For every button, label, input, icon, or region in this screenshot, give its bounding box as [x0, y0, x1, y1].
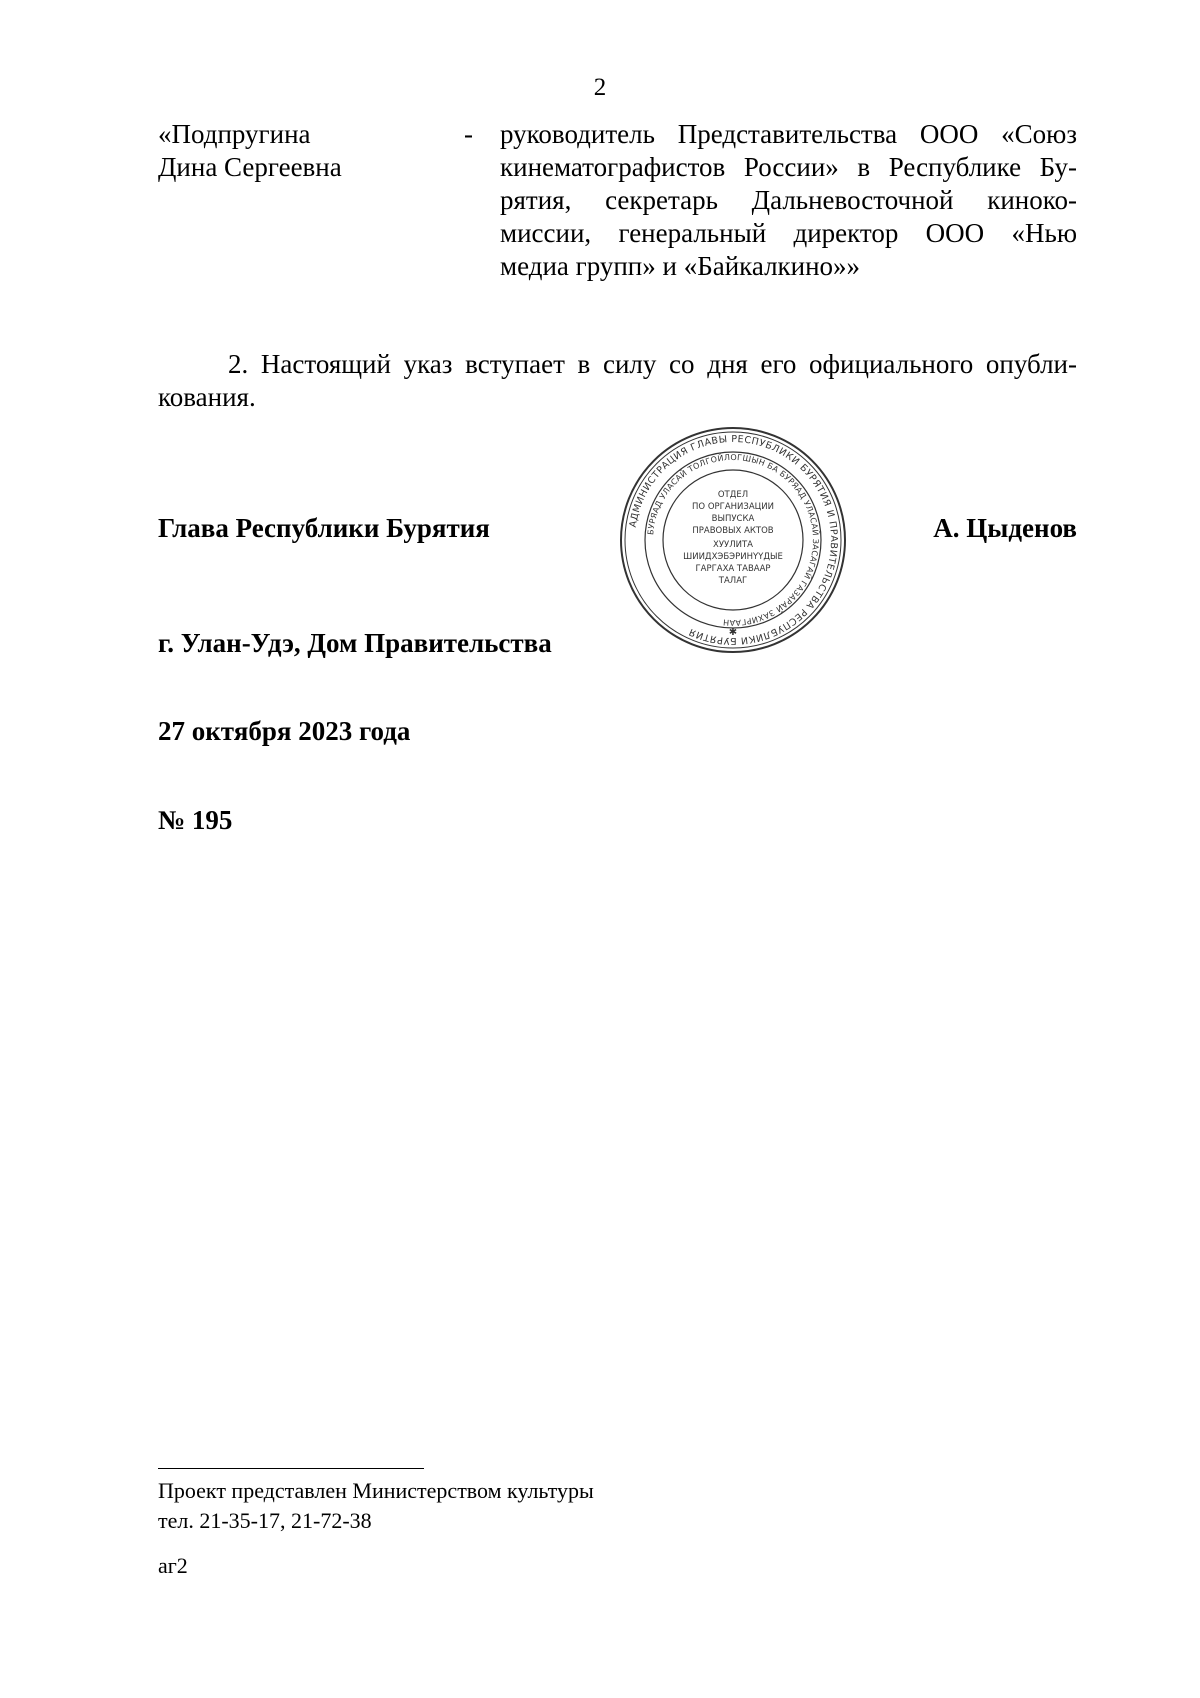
member-description-line: медиа групп» и «Байкалкино»»	[500, 251, 861, 281]
signer-title: Глава Республики Бурятия	[158, 513, 490, 543]
signing-date: 27 октября 2023 года	[158, 716, 411, 746]
decree-number: № 195	[158, 805, 233, 835]
seal-star-icon: ✱	[728, 627, 738, 638]
decree-paragraph	[158, 348, 1077, 414]
seal-center-line: ВЫПУСКА	[711, 514, 755, 524]
member-description	[500, 118, 1077, 283]
member-description-line: руководитель Представительства ООО «Союз	[500, 119, 1077, 149]
seal-center-line: ОТДЕЛ	[717, 490, 749, 500]
paragraph-line: кования.	[158, 382, 256, 412]
member-name-line2: Дина Сергеевна	[158, 152, 342, 182]
footnote	[158, 1476, 594, 1536]
official-seal	[618, 425, 848, 655]
footnote-divider	[158, 1468, 424, 1469]
paragraph-line: 2. Настоящий указ вступает в силу со дня его официального опубли-	[228, 349, 1077, 379]
signer-name: А. Цыденов	[933, 513, 1077, 543]
seal-center-line: ТАЛАГ	[718, 576, 748, 586]
seal-center-line: ХУУЛИТА	[713, 540, 753, 550]
member-description-line: кинематографистов России» в Республике Бу-	[500, 152, 1077, 182]
member-description-line: рятия, секретарь Дальневосточной киноко-	[500, 185, 1077, 215]
member-name-line1: «Подпругина	[158, 119, 311, 149]
page-number: 2	[593, 74, 607, 101]
member-name	[158, 118, 342, 184]
footnote-line1: Проект представлен Министерством культуры	[158, 1478, 594, 1503]
seal-inner-text: БУРЯАД УЛАСАЙ ТОЛГОЙЛОГШЫН БА БУРЯАД УЛАСАЙ ЗАСАГАЙ ГАЗАРАЙ ЗАХИРГААН	[646, 452, 821, 628]
seal-center-line: ПО ОРГАНИЗАЦИИ	[692, 502, 774, 512]
member-dash: -	[464, 119, 473, 149]
document-code: аг2	[158, 1553, 188, 1578]
seal-center-line: ШИИДХЭБЭРИНҮҮДЫЕ	[683, 552, 783, 562]
seal-center-line: ГАРГАХА ТАВААР	[695, 564, 771, 574]
seal-center-line: ПРАВОВЫХ АКТОВ	[692, 526, 774, 536]
member-description-line: миссии, генеральный директор ООО «Нью	[500, 218, 1077, 248]
signing-place: г. Улан-Удэ, Дом Правительства	[158, 628, 552, 658]
seal-outer-text: АДМИНИСТРАЦИЯ ГЛАВЫ РЕСПУБЛИКИ БУРЯТИЯ И ПРАВИТЕЛЬСТВА РЕСПУБЛИКИ БУРЯТИЯ	[627, 433, 840, 647]
footnote-line2: тел. 21-35-17, 21-72-38	[158, 1508, 372, 1533]
